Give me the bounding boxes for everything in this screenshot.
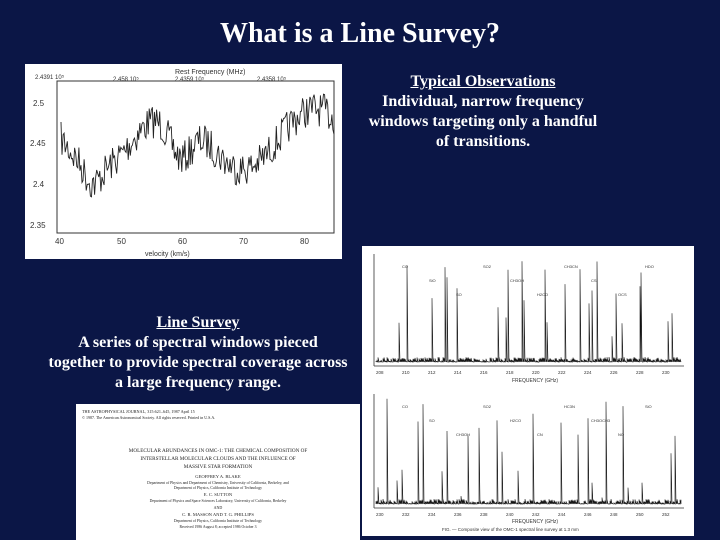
frequency-tick-label: 242: [532, 512, 540, 517]
slide-title: What is a Line Survey?: [219, 18, 501, 49]
typical-observations-heading: Typical Observations: [410, 73, 556, 90]
figure-caption: FIG. — Composite view of the OMC-1 spectral line survey at 1.3 mm: [442, 527, 579, 532]
paper-and: AND: [213, 505, 223, 510]
frequency-tick-label: 210: [402, 370, 410, 375]
x-axis-title: velocity (km/s): [145, 251, 190, 258]
upper-line-labels: [402, 264, 654, 297]
spectral-line-label: CS: [591, 278, 597, 283]
frequency-tick-label: 230: [376, 512, 384, 517]
spectral-line-label: CH3CN: [564, 264, 578, 269]
top-axis-title: Rest Frequency (MHz): [175, 69, 246, 76]
frequency-tick-label: 248: [610, 512, 618, 517]
y-tick-1: 2.5: [33, 99, 45, 108]
frequency-tick-label: 230: [662, 370, 670, 375]
x-tick-5: 80: [300, 237, 309, 246]
paper-affil1b: Department of Physics, California Institute of Technology: [173, 486, 263, 490]
frequency-tick-label: 232: [402, 512, 410, 517]
paper-author2: E. C. SUTTON: [203, 492, 233, 497]
spectral-line-label: H2CO: [510, 418, 522, 423]
line-survey-heading: Line Survey: [156, 314, 240, 331]
paper-excerpt-svg: [76, 404, 360, 540]
spectral-line-label: H2CO: [537, 292, 549, 297]
spectral-line-label: CH3OCH3: [591, 418, 611, 423]
lower-spectrum-panel: [374, 394, 684, 532]
spectral-line-label: NO: [618, 432, 624, 437]
x-tick-1: 40: [55, 237, 64, 246]
frequency-tick-label: 222: [558, 370, 566, 375]
frequency-tick-label: 228: [636, 370, 644, 375]
line-survey-text: A series of spectral windows pieced together to provide spectral coverage across a large frequency range.: [48, 334, 348, 391]
paper-affil3: Department of Physics, California Institute of Technology: [173, 519, 263, 523]
x-tick-2: 50: [117, 237, 126, 246]
spectral-line-label: CO: [402, 264, 408, 269]
paper-header-line2: © 1987. The American Astronomical Society. All rights reserved. Printed in U.S.A.: [82, 415, 216, 420]
frequency-tick-label: 218: [506, 370, 514, 375]
line-survey-caption: [48, 313, 348, 393]
spectral-line-label: CH3OH: [510, 278, 525, 283]
spectrum-plot-svg: [25, 64, 342, 259]
paper-received: Received 1986 August 8; accepted 1986 October 3: [179, 525, 257, 529]
frequency-tick-label: 250: [636, 512, 644, 517]
y-tick-2: 2.45: [30, 139, 46, 148]
paper-title-line2: INTERSTELLAR MOLECULAR CLOUDS AND THE INFLUENCE OF: [140, 456, 296, 462]
spectral-line-label: SiO: [645, 404, 652, 409]
spectral-line-label: SO2: [483, 404, 492, 409]
paper-affil1a: Department of Physics and Department of Chemistry, University of California, Berkeley, and: [147, 481, 289, 485]
spectral-line-label: SO: [429, 418, 435, 423]
frequency-tick-label: 224: [584, 370, 592, 375]
spectral-line-label: CN: [537, 432, 543, 437]
typical-observations-text: Individual, narrow frequency windows targeting only a handful of transitions.: [368, 93, 598, 150]
line-survey-figure-svg: [362, 246, 694, 536]
lower-spectrum-trace: [376, 399, 681, 504]
frequency-tick-label: 252: [662, 512, 670, 517]
paper-author1: GEOFFREY A. BLAKE: [195, 474, 241, 479]
frequency-tick-label: 236: [454, 512, 462, 517]
lower-x-label: FREQUENCY (GHz): [512, 519, 559, 525]
frequency-tick-label: 212: [428, 370, 436, 375]
top-tick-1: 2.4391 10⁵: [35, 75, 65, 81]
frequency-tick-label: 220: [532, 370, 540, 375]
lower-tick-labels: [376, 512, 670, 517]
typical-observations-caption: [362, 72, 604, 152]
y-tick-3: 2.4: [33, 180, 45, 189]
x-tick-4: 70: [239, 237, 248, 246]
frequency-tick-label: 214: [454, 370, 462, 375]
frequency-tick-label: 244: [558, 512, 566, 517]
paper-excerpt-image: [76, 404, 360, 540]
paper-author3: C. R. MASSON AND T. G. PHILLIPS: [182, 512, 254, 517]
frequency-tick-label: 216: [480, 370, 488, 375]
frequency-tick-label: 240: [506, 512, 514, 517]
plot-frame: [57, 81, 334, 233]
spectral-line-label: CO: [402, 404, 408, 409]
y-tick-4: 2.35: [30, 221, 46, 230]
frequency-tick-label: 238: [480, 512, 488, 517]
frequency-tick-label: 246: [584, 512, 592, 517]
upper-x-label: FREQUENCY (GHz): [512, 378, 559, 384]
spectrum-plot-image: [25, 64, 342, 259]
top-tick-3: 2.4359 10⁵: [175, 77, 205, 83]
top-tick-2: 2.458 10⁵: [113, 77, 139, 83]
spectral-line-label: SiO: [429, 278, 436, 283]
spectral-line-label: HDO: [645, 264, 654, 269]
paper-title-line1: MOLECULAR ABUNDANCES IN OMC-1: THE CHEMICAL COMPOSITION OF: [128, 448, 308, 454]
spectral-line-label: CH3OH: [456, 432, 471, 437]
frequency-tick-label: 234: [428, 512, 436, 517]
spectral-line-label: SO2: [483, 264, 492, 269]
paper-header-line1: THE ASTROPHYSICAL JOURNAL, 315:621–645, 1987 April 15: [82, 409, 195, 414]
x-tick-3: 60: [178, 237, 187, 246]
line-survey-figure-image: [362, 246, 694, 536]
upper-tick-labels: [376, 370, 670, 375]
spectrum-trace: [61, 94, 334, 197]
lower-line-labels: [402, 404, 652, 437]
paper-title-line3: MASSIVE STAR FORMATION: [183, 464, 253, 470]
spectral-line-label: HC3N: [564, 404, 575, 409]
frequency-tick-label: 208: [376, 370, 384, 375]
upper-spectrum-trace: [376, 261, 681, 362]
spectral-line-label: SO: [456, 292, 462, 297]
top-tick-4: 2.4358 10⁵: [257, 77, 287, 83]
spectral-line-label: OCS: [618, 292, 627, 297]
upper-spectrum-panel: [374, 254, 684, 384]
frequency-tick-label: 226: [610, 370, 618, 375]
paper-affil2: Department of Physics and Space Sciences Laboratory, University of California, Berkeley: [149, 499, 287, 503]
